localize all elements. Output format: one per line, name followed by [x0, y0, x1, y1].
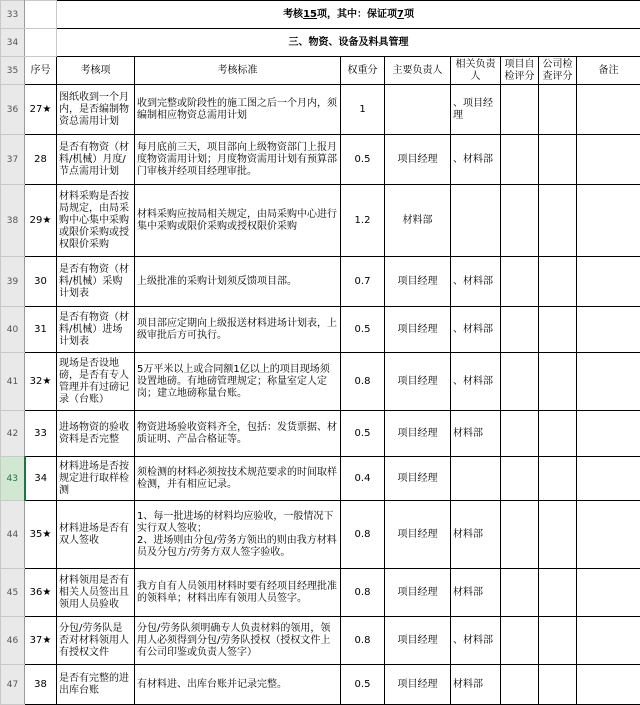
remarks-cell[interactable] — [577, 257, 640, 307]
section-title[interactable]: 三、物资、设备及料具管理 — [57, 29, 640, 57]
self-score-cell[interactable] — [501, 569, 539, 617]
seq-cell[interactable]: 36★ — [25, 569, 57, 617]
row-number[interactable]: 40 — [1, 307, 25, 353]
company-score-cell[interactable] — [539, 457, 577, 501]
row-number[interactable]: 37 — [1, 135, 25, 185]
main-owner-cell[interactable]: 项目经理 — [385, 353, 451, 411]
company-score-cell[interactable] — [539, 411, 577, 457]
weight-cell[interactable]: 1.2 — [341, 185, 385, 257]
company-score-cell[interactable] — [539, 665, 577, 705]
standard-cell[interactable]: 有材料进、出库台账并记录完整。 — [135, 665, 341, 705]
company-score-cell[interactable] — [539, 307, 577, 353]
main-owner-cell[interactable]: 项目经理 — [385, 411, 451, 457]
row-number[interactable]: 47 — [1, 665, 25, 705]
company-score-cell[interactable] — [539, 501, 577, 569]
table-row-selected — [1, 457, 640, 501]
summary-text-c: 项，其中：保证项 — [317, 9, 397, 20]
table-row — [1, 135, 640, 185]
company-score-cell[interactable] — [539, 257, 577, 307]
cell[interactable] — [25, 29, 57, 57]
row-number[interactable]: 38 — [1, 185, 25, 257]
standard-cell[interactable]: 收到完整或阶段性的施工图之后一个月内，须编制相应物资总需用计划 — [135, 85, 341, 135]
main-owner-cell[interactable]: 项目经理 — [385, 257, 451, 307]
main-owner-cell[interactable]: 材料部 — [385, 185, 451, 257]
main-owner-cell[interactable]: 项目经理 — [385, 569, 451, 617]
company-score-cell[interactable] — [539, 85, 577, 135]
table-row — [1, 307, 640, 353]
seq-cell[interactable]: 30 — [25, 257, 57, 307]
self-score-cell[interactable] — [501, 411, 539, 457]
weight-cell[interactable]: 0.5 — [341, 307, 385, 353]
header-seq[interactable]: 序号 — [25, 57, 57, 85]
item-cell[interactable]: 是否有物资（材料/机械）采购计划表 — [57, 257, 135, 307]
seq-cell[interactable]: 37★ — [25, 617, 57, 665]
related-owner-cell[interactable]: 材料部 — [451, 569, 501, 617]
weight-cell[interactable]: 0.5 — [341, 411, 385, 457]
row-34 — [1, 29, 640, 57]
header-related-owner[interactable]: 相关负责人 — [451, 57, 501, 85]
standard-cell[interactable]: 物资进场验收资料齐全，包括：发货票据、材质证明、产品合格证等。 — [135, 411, 341, 457]
standard-cell[interactable]: 每月底前三天，项目部向上级物资部门上报月度物资需用计划；月度物资需用计划有预算部门审核并经项目经理审批。 — [135, 135, 341, 185]
item-cell[interactable]: 材料采购是否按局规定，由局采购中心集中采购或限价采购或授权限价采购 — [57, 185, 135, 257]
weight-cell[interactable]: 0.5 — [341, 665, 385, 705]
standard-cell[interactable]: 项目部应定期向上级报送材料进场计划表，上级审批后方可执行。 — [135, 307, 341, 353]
company-score-cell[interactable] — [539, 135, 577, 185]
item-cell[interactable]: 是否有物资（材料/机械）月度/节点需用计划 — [57, 135, 135, 185]
related-owner-cell[interactable]: 材料部 — [451, 411, 501, 457]
weight-cell[interactable]: 0.8 — [341, 617, 385, 665]
remarks-cell[interactable] — [577, 135, 640, 185]
self-score-cell[interactable] — [501, 353, 539, 411]
row-number[interactable]: 39 — [1, 257, 25, 307]
remarks-cell[interactable] — [577, 411, 640, 457]
company-score-cell[interactable] — [539, 617, 577, 665]
self-score-cell[interactable] — [501, 617, 539, 665]
weight-cell[interactable]: 0.8 — [341, 569, 385, 617]
row-number[interactable]: 44 — [1, 501, 25, 569]
standard-cell[interactable]: 5万平米以上或合同额1亿以上的项目现场须设置地磅。有地磅管理规定；称量室定人定岗；建立地磅称量台账。 — [135, 353, 341, 411]
summary-cell[interactable] — [57, 1, 640, 29]
remarks-cell[interactable] — [577, 85, 640, 135]
remarks-cell[interactable] — [577, 353, 640, 411]
weight-cell[interactable]: 0.4 — [341, 457, 385, 501]
remarks-cell[interactable] — [577, 617, 640, 665]
related-owner-cell[interactable]: 材料部 — [451, 665, 501, 705]
item-cell[interactable]: 材料进场是否有双人签收 — [57, 501, 135, 569]
row-number[interactable]: 34 — [1, 29, 25, 57]
summary-count-total: 15 — [303, 9, 317, 20]
standard-cell[interactable]: 我方自有人员领用材料时要有经项目经理批准的领料单；材料出库有领用人员签字。 — [135, 569, 341, 617]
cell[interactable] — [25, 1, 57, 29]
item-cell[interactable]: 图纸收到一个月内，是否编制物资总需用计划 — [57, 85, 135, 135]
self-score-cell[interactable] — [501, 457, 539, 501]
row-number[interactable]: 35 — [1, 57, 25, 85]
weight-cell[interactable]: 1 — [341, 85, 385, 135]
header-weight[interactable]: 权重分 — [341, 57, 385, 85]
main-owner-cell[interactable]: 项目经理 — [385, 617, 451, 665]
seq-cell[interactable]: 35★ — [25, 501, 57, 569]
self-score-cell[interactable] — [501, 501, 539, 569]
header-standard[interactable]: 考核标准 — [135, 57, 341, 85]
table-row — [1, 185, 640, 257]
main-owner-cell[interactable]: 项目经理 — [385, 501, 451, 569]
table-row — [1, 665, 640, 705]
seq-cell[interactable]: 34 — [25, 457, 57, 501]
seq-cell[interactable]: 29★ — [25, 185, 57, 257]
seq-cell[interactable]: 28 — [25, 135, 57, 185]
standard-cell[interactable]: 分包/劳务队须明确专人负责材料的领用，领用人必须得到分包/劳务队授权（授权文件上有公司印鉴或负责人签字） — [135, 617, 341, 665]
standard-cell[interactable]: 1、每一批进场的材料均应验收，一般情况下实行双人签收； 2、进场则由分包/劳务方领出的则由我方材料员及分包方/劳务方双人签字验收。 — [135, 501, 341, 569]
standard-cell[interactable]: 材料采购应按局相关规定，由局采购中心进行集中采购或限价采购或授权限价采购 — [135, 185, 341, 257]
seq-cell[interactable]: 38 — [25, 665, 57, 705]
related-owner-cell[interactable]: 、材料部 — [451, 257, 501, 307]
header-main-owner[interactable]: 主要负责人 — [385, 57, 451, 85]
header-item[interactable]: 考核项 — [57, 57, 135, 85]
remarks-cell[interactable] — [577, 185, 640, 257]
related-owner-cell[interactable] — [451, 185, 501, 257]
header-remarks[interactable]: 备注 — [577, 57, 640, 85]
table-row — [1, 353, 640, 411]
row-number[interactable]: 45 — [1, 569, 25, 617]
row-35-header — [1, 57, 640, 85]
row-number[interactable]: 41 — [1, 353, 25, 411]
self-score-cell[interactable] — [501, 257, 539, 307]
weight-cell[interactable]: 0.8 — [341, 353, 385, 411]
row-number[interactable]: 36 — [1, 85, 25, 135]
row-number[interactable]: 46 — [1, 617, 25, 665]
related-owner-cell[interactable]: 、材料部 — [451, 135, 501, 185]
remarks-cell[interactable] — [577, 501, 640, 569]
seq-cell[interactable]: 31 — [25, 307, 57, 353]
row-number[interactable]: 43 — [1, 457, 25, 501]
remarks-cell[interactable] — [577, 665, 640, 705]
weight-cell[interactable]: 0.8 — [341, 501, 385, 569]
summary-count-guarantee: 7 — [397, 9, 404, 20]
table-row — [1, 411, 640, 457]
self-score-cell[interactable] — [501, 85, 539, 135]
related-owner-cell[interactable]: 、材料部 — [451, 353, 501, 411]
company-score-cell[interactable] — [539, 569, 577, 617]
remarks-cell[interactable] — [577, 307, 640, 353]
remarks-cell[interactable] — [577, 569, 640, 617]
related-owner-cell[interactable]: 、材料部 — [451, 617, 501, 665]
seq-cell[interactable]: 32★ — [25, 353, 57, 411]
related-owner-cell[interactable]: 、项目经理 — [451, 85, 501, 135]
table-row — [1, 501, 640, 569]
standard-cell[interactable]: 上级批准的采购计划须反馈项目部。 — [135, 257, 341, 307]
item-cell[interactable]: 进场物资的验收资料是否完整 — [57, 411, 135, 457]
self-score-cell[interactable] — [501, 307, 539, 353]
related-owner-cell[interactable]: 材料部 — [451, 501, 501, 569]
self-score-cell[interactable] — [501, 185, 539, 257]
row-number[interactable]: 33 — [1, 1, 25, 29]
self-score-cell[interactable] — [501, 665, 539, 705]
main-owner-cell[interactable] — [385, 85, 451, 135]
table-row — [1, 85, 640, 135]
item-cell[interactable]: 材料领用是否有相关人员签出且领用人员验收 — [57, 569, 135, 617]
item-cell[interactable]: 分包/劳务队是否对材料领用人有授权文件 — [57, 617, 135, 665]
seq-cell[interactable]: 33 — [25, 411, 57, 457]
related-owner-cell[interactable] — [451, 457, 501, 501]
table-row — [1, 617, 640, 665]
weight-cell[interactable]: 0.7 — [341, 257, 385, 307]
self-score-cell[interactable] — [501, 135, 539, 185]
main-owner-cell[interactable]: 项目经理 — [385, 457, 451, 501]
standard-cell[interactable]: 须检测的材料必须按技术规范要求的时间取样检测，并有相应记录。 — [135, 457, 341, 501]
header-self-score[interactable]: 项目自检评分 — [501, 57, 539, 85]
weight-cell[interactable]: 0.5 — [341, 135, 385, 185]
remarks-cell[interactable] — [577, 457, 640, 501]
item-cell[interactable]: 是否有完整的进出库台账 — [57, 665, 135, 705]
main-owner-cell[interactable]: 项目经理 — [385, 665, 451, 705]
seq-cell[interactable]: 27★ — [25, 85, 57, 135]
row-33 — [1, 1, 640, 29]
main-owner-cell[interactable]: 项目经理 — [385, 307, 451, 353]
table-row — [1, 569, 640, 617]
item-cell[interactable]: 是否有物资（材料/机械）进场计划表 — [57, 307, 135, 353]
company-score-cell[interactable] — [539, 185, 577, 257]
item-cell[interactable]: 材料进场是否按规定进行取样检测 — [57, 457, 135, 501]
header-company-score[interactable]: 公司检查评分 — [539, 57, 577, 85]
row-number[interactable]: 42 — [1, 411, 25, 457]
company-score-cell[interactable] — [539, 353, 577, 411]
related-owner-cell[interactable]: 、材料部 — [451, 307, 501, 353]
table-row — [1, 257, 640, 307]
summary-text-a: 考核 — [283, 9, 303, 20]
main-owner-cell[interactable]: 项目经理 — [385, 135, 451, 185]
item-cell[interactable]: 现场是否设地磅，是否有专人管理并有过磅记录（台账） — [57, 353, 135, 411]
summary-text-e: 项 — [404, 9, 414, 20]
